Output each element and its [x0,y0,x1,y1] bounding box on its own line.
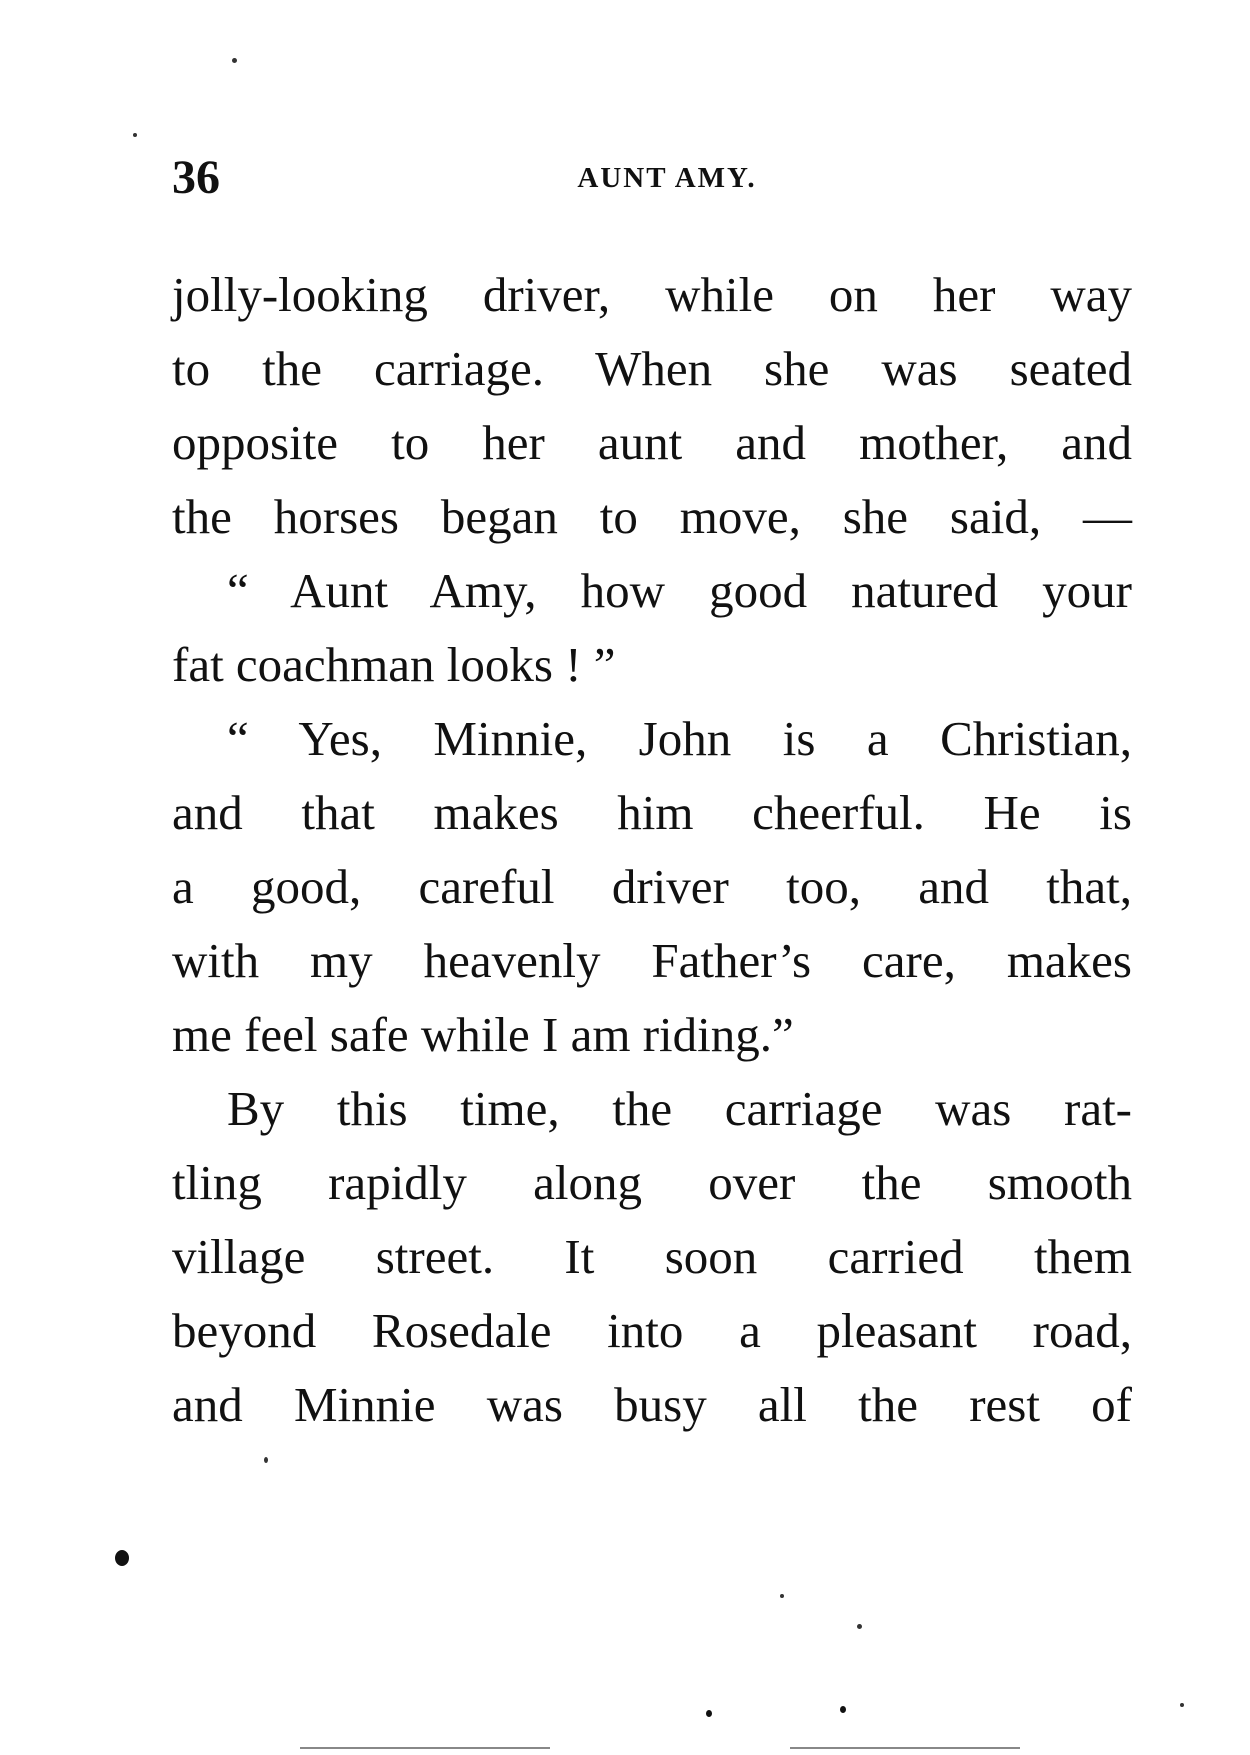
text-line: a good, careful driver too, and that, [172,859,1132,914]
text-line: to the carriage. When she was seated [172,341,1132,396]
text-line: me feel safe while I am riding.” [172,1007,794,1062]
bottom-edge-rule [790,1747,1020,1749]
text-line: tling rapidly along over the smooth [172,1155,1132,1210]
scan-speck [1180,1703,1184,1707]
running-title: AUNT AMY. [577,162,757,194]
page-number: 36 [172,151,220,204]
running-head [172,148,1132,208]
text-line: “ Aunt Amy, how good natured your [227,563,1132,618]
text-line: village street. It soon carried them [172,1229,1132,1284]
text-line: fat coachman looks ! ” [172,637,616,692]
text-line: opposite to her aunt and mother, and [172,415,1132,470]
body-text [172,258,1132,1442]
scan-speck [133,133,137,137]
text-line: beyond Rosedale into a pleasant road, [172,1303,1132,1358]
text-line: and Minnie was busy all the rest of [172,1377,1132,1432]
text-line: and that makes him cheerful. He is [172,785,1132,840]
scan-speck [857,1624,862,1629]
scan-speck [264,1457,268,1463]
scan-speck [115,1550,129,1566]
text-line: By this time, the carriage was rat- [227,1081,1132,1136]
text-line: with my heavenly Father’s care, makes [172,933,1132,988]
bottom-edge-rule [300,1747,550,1749]
text-line: the horses began to move, she said, — [172,489,1132,544]
text-line: jolly-looking driver, while on her way [172,267,1132,322]
scan-speck [780,1594,784,1598]
text-line: “ Yes, Minnie, John is a Christian, [227,711,1132,766]
scan-speck [706,1710,712,1717]
scan-speck [840,1706,846,1713]
scan-speck [232,58,237,63]
